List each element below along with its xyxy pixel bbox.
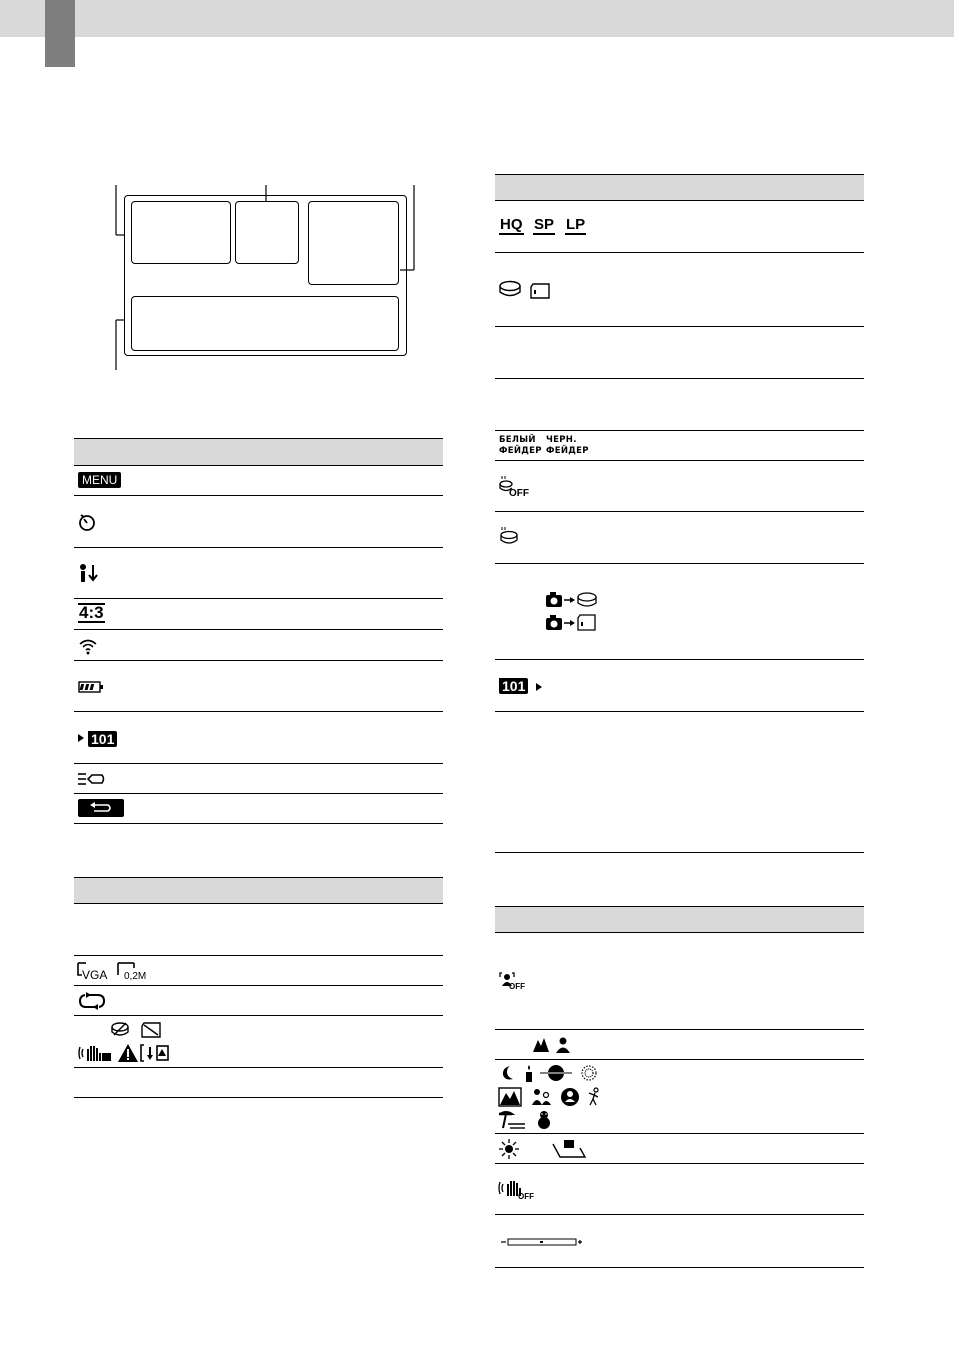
folder-101-play-icon: 101	[499, 678, 528, 694]
face-off-label: OFF	[509, 982, 525, 991]
vga-label: VGA	[82, 968, 108, 982]
aspect-4-3-icon: 4:3	[79, 603, 104, 622]
table-row	[74, 661, 443, 712]
snow-icon	[536, 1110, 552, 1130]
table-row	[74, 956, 443, 986]
self-timer-icon	[77, 512, 97, 532]
light-icon	[78, 772, 106, 786]
hdd-off-icon	[498, 475, 532, 499]
table-row	[74, 1016, 443, 1068]
sunrise-sunset-icon	[540, 1064, 572, 1082]
wireless-icon	[78, 637, 98, 655]
table-row	[74, 630, 443, 661]
portrait-icon	[555, 1037, 571, 1053]
table-row	[74, 548, 443, 599]
landscape-scene-icon	[498, 1087, 522, 1107]
table-row	[495, 712, 864, 853]
white-fader-line-1: БЕЛЫЙ	[499, 435, 536, 445]
play-arrow-icon	[535, 682, 543, 692]
table-row	[495, 201, 864, 253]
folder-101-icon: 101	[88, 731, 117, 747]
table-row	[495, 660, 864, 712]
photo-copy-to-hdd-icon	[545, 590, 601, 610]
hdd-icon	[498, 280, 522, 300]
quality-lp-icon: LP	[566, 216, 586, 233]
return-button-icon	[78, 799, 124, 817]
hdd-off-label: OFF	[509, 488, 529, 499]
table-row	[495, 431, 864, 461]
table-row	[495, 564, 864, 660]
beach-icon	[498, 1110, 526, 1130]
steadyshot-off-icon	[498, 1178, 532, 1200]
table-row	[74, 599, 443, 630]
play-arrow-icon	[77, 733, 85, 743]
repeat-icon	[77, 992, 107, 1010]
hdd-small-icon	[498, 526, 520, 548]
table-header	[74, 438, 443, 466]
table-row	[495, 253, 864, 327]
card-warning-icon	[140, 1021, 162, 1039]
fireworks-icon	[580, 1064, 598, 1082]
table-header	[495, 174, 864, 201]
quality-hq-icon: HQ	[500, 216, 523, 233]
table-row	[495, 1030, 864, 1060]
steadyshot-off-label: OFF	[518, 1192, 534, 1201]
battery-icon	[78, 681, 104, 693]
table-row	[495, 933, 864, 1030]
exposure-bar-icon	[501, 1237, 585, 1247]
screen-diagram	[0, 0, 480, 400]
portrait-scene-icon	[531, 1087, 553, 1107]
table-row	[74, 904, 443, 956]
table-row	[74, 986, 443, 1016]
menu-button-icon: MENU	[78, 472, 121, 488]
warning-triangle-icon	[117, 1043, 139, 1063]
photo-copy-to-card-icon	[545, 613, 601, 633]
right-table-2	[495, 906, 864, 1268]
table-row	[74, 712, 443, 764]
table-row	[74, 496, 443, 548]
table-row	[495, 1215, 864, 1268]
table-header	[74, 877, 443, 904]
backlight-sun-icon	[498, 1138, 520, 1160]
vga-size-icon	[76, 961, 112, 981]
black-fader-line-2: ФЕЙДЕР	[546, 446, 589, 456]
right-table-1	[495, 174, 864, 853]
black-fader-line-1: ЧЕРН.	[546, 435, 577, 445]
table-row	[74, 764, 443, 794]
black-fader-icon	[546, 435, 589, 457]
face-detection-off-icon	[499, 972, 527, 992]
media-warning-icon	[140, 1043, 170, 1063]
screen-area-top-right	[308, 201, 399, 285]
white-fader-line-2: ФЕЙДЕР	[499, 446, 542, 456]
screen-area-top-left	[131, 201, 231, 264]
mic-level-icon	[78, 562, 100, 584]
table-row	[495, 1060, 864, 1134]
shake-warning-icon	[78, 1043, 114, 1063]
table-row	[495, 379, 864, 431]
table-header	[495, 906, 864, 933]
table-row	[495, 512, 864, 564]
0-2m-label: 0,2M	[124, 971, 147, 982]
night-scene-icon	[499, 1064, 517, 1082]
table-row	[74, 1068, 443, 1098]
0-2m-size-icon	[116, 961, 156, 981]
table-row	[74, 794, 443, 824]
table-row	[495, 1164, 864, 1215]
left-table-1	[74, 438, 443, 824]
spotlight-icon	[560, 1087, 580, 1107]
left-table-2	[74, 877, 443, 1098]
white-fader-icon	[499, 435, 542, 457]
sports-icon	[585, 1087, 603, 1107]
table-row	[495, 461, 864, 512]
candle-icon	[524, 1064, 534, 1082]
screen-area-top-middle	[235, 201, 299, 264]
memory-card-icon	[529, 282, 551, 300]
low-light-icon	[552, 1139, 586, 1159]
table-row	[495, 327, 864, 379]
table-row	[495, 1134, 864, 1164]
table-row	[74, 466, 443, 496]
screen-area-bottom	[131, 296, 399, 351]
hdd-warning-icon	[110, 1021, 132, 1039]
landscape-icon	[532, 1037, 550, 1053]
quality-sp-icon: SP	[534, 216, 555, 233]
